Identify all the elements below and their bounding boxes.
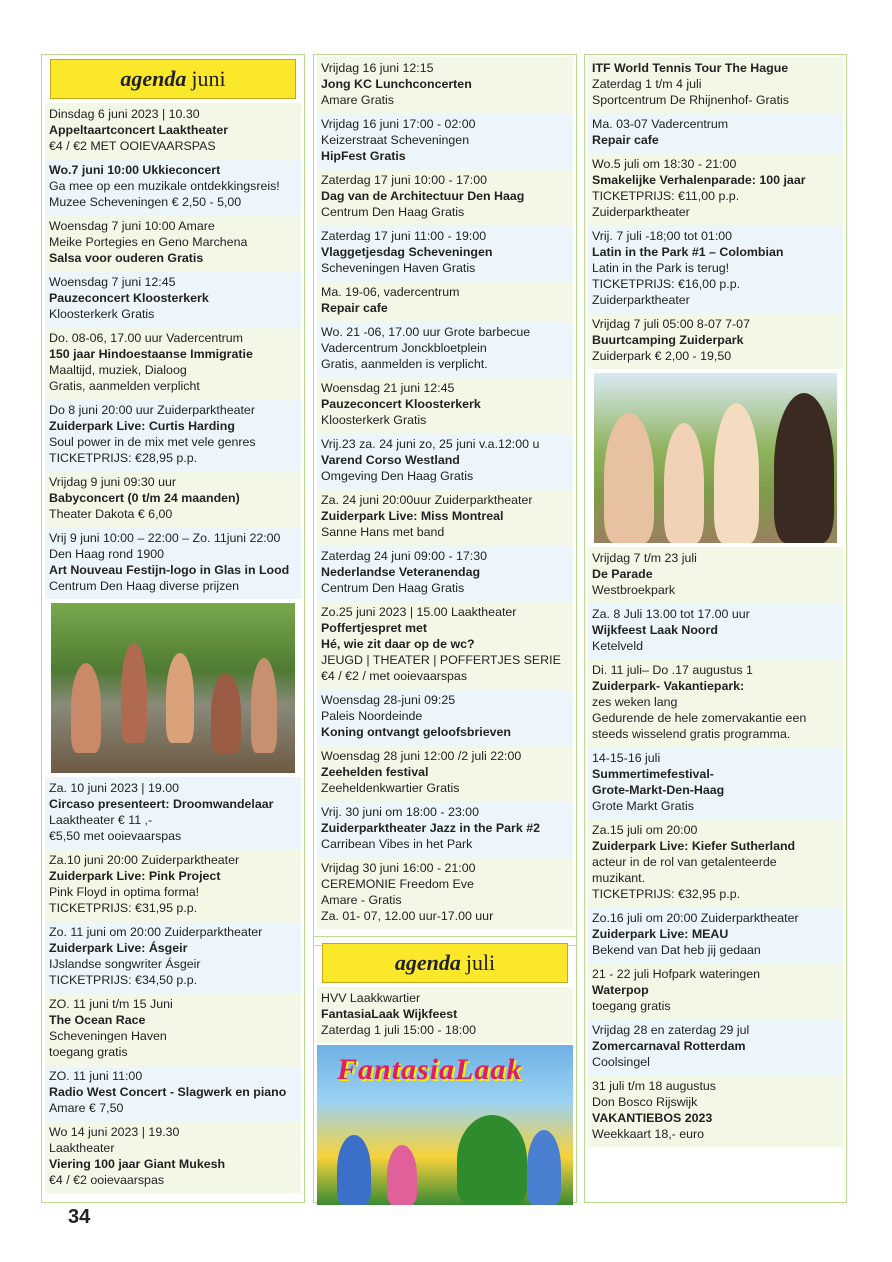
event-title: Zuiderpark Live: MEAU	[592, 927, 729, 941]
event-detail: JEUGD | THEATER | POFFERTJES SERIE	[321, 653, 561, 667]
agenda-item	[317, 745, 573, 801]
agenda-item	[317, 601, 573, 689]
agenda-item	[317, 225, 573, 281]
agenda-item	[588, 1075, 843, 1147]
event-detail: Westbroekpark	[592, 583, 676, 597]
event-detail: Woensdag 28 juni 12:00 /2 juli 22:00	[321, 749, 522, 763]
event-title: Zuiderparktheater Jazz in the Park #2	[321, 821, 540, 835]
event-title: Latin in the Park #1 – Colombian	[592, 245, 784, 259]
event-title: 150 jaar Hindoestaanse Immigratie	[49, 347, 253, 361]
event-detail: IJslandse songwriter Ásgeir	[49, 957, 201, 971]
event-title: Koning ontvangt geloofsbrieven	[321, 725, 511, 739]
event-detail: Paleis Noordeinde	[321, 709, 423, 723]
event-detail: €4 / €2 / met ooievaarspas	[321, 669, 468, 683]
event-detail: Den Haag rond 1900	[49, 547, 165, 561]
agenda-column-1	[41, 54, 305, 1203]
event-detail: Ma. 19-06, vadercentrum	[321, 285, 460, 299]
event-detail: Zaterdag 17 juni 10:00 - 17:00	[321, 173, 488, 187]
agenda-item	[45, 777, 301, 849]
event-detail: ZO. 11 juni 11:00	[49, 1069, 143, 1083]
event-detail: Zo.16 juli om 20:00 Zuiderparktheater	[592, 911, 799, 925]
event-detail: Sportcentrum De Rhijnenhof- Gratis	[592, 93, 789, 107]
agenda-item	[45, 271, 301, 327]
agenda-item	[45, 921, 301, 993]
event-title: Vlaggetjesdag Scheveningen	[321, 245, 493, 259]
event-list	[317, 57, 573, 929]
header-word-month: juni	[191, 66, 226, 91]
event-detail: Zuiderparktheater	[592, 293, 690, 307]
agenda-item	[45, 849, 301, 921]
event-detail: Za. 01- 07, 12.00 uur-17.00 uur	[321, 909, 494, 923]
event-detail: Vrij. 7 juli -18;00 tot 01:00	[592, 229, 733, 243]
event-title: Jong KC Lunchconcerten	[321, 77, 472, 91]
agenda-juli-header	[322, 943, 568, 983]
event-title: Zuiderpark Live: Curtis Harding	[49, 419, 235, 433]
fantasialaak-logo: FantasiaLaak	[337, 1053, 523, 1086]
event-title: Wo.7 juni 10:00 Ukkieconcert	[49, 163, 221, 177]
event-title: Varend Corso Westland	[321, 453, 460, 467]
header-word-agenda: agenda	[394, 950, 461, 975]
event-detail: Carribean Vibes in het Park	[321, 837, 473, 851]
agenda-item	[317, 113, 573, 169]
event-detail: Zaterdag 1 juli 15:00 - 18:00	[321, 1023, 476, 1037]
event-title: Repair cafe	[321, 301, 388, 315]
event-detail: Vadercentrum Jonckbloetplein	[321, 341, 487, 355]
agenda-item	[317, 689, 573, 745]
event-detail: toegang gratis	[49, 1045, 128, 1059]
agenda-item	[45, 159, 301, 215]
agenda-item	[588, 907, 843, 963]
event-detail: Dinsdag 6 juni 2023 | 10.30	[49, 107, 200, 121]
event-detail: Laaktheater	[49, 1141, 115, 1155]
event-detail: Keizerstraat Scheveningen	[321, 133, 470, 147]
event-detail: TICKETPRIJS: €28,95 p.p.	[49, 451, 198, 465]
event-title: Waterpop	[592, 983, 649, 997]
agenda-item	[588, 1019, 843, 1075]
event-detail: Centrum Den Haag Gratis	[321, 205, 465, 219]
event-detail: Wo.5 juli om 18:30 - 21:00	[592, 157, 737, 171]
event-detail: TICKETPRIJS: €32,95 p.p.	[592, 887, 741, 901]
event-detail: Woensdag 28-juni 09:25	[321, 693, 456, 707]
agenda-item	[588, 225, 843, 313]
event-detail: Bekend van Dat heb jij gedaan	[592, 943, 761, 957]
event-detail: TICKETPRIJS: €34,50 p.p.	[49, 973, 198, 987]
event-detail: Amare € 7,50	[49, 1101, 124, 1115]
event-title: Salsa voor ouderen Gratis	[49, 251, 204, 265]
event-title: Smakelijke Verhalenparade: 100 jaar	[592, 173, 806, 187]
agenda-item	[588, 57, 843, 113]
event-detail: Ma. 03-07 Vadercentrum	[592, 117, 729, 131]
event-detail: Gedurende de hele zomervakantie een	[592, 711, 807, 725]
agenda-item	[45, 471, 301, 527]
agenda-juni-header	[50, 59, 296, 99]
buurtcamping-photo	[594, 373, 837, 543]
event-detail: TICKETPRIJS: €16,00 p.p.	[592, 277, 741, 291]
event-detail: Weekkaart 18,- euro	[592, 1127, 705, 1141]
agenda-item	[317, 57, 573, 113]
event-detail: Woensdag 21 juni 12:45	[321, 381, 455, 395]
header-word-agenda: agenda	[120, 66, 187, 91]
event-detail: toegang gratis	[592, 999, 671, 1013]
agenda-item	[317, 545, 573, 601]
event-title: Viering 100 jaar Giant Mukesh	[49, 1157, 226, 1171]
event-detail: HVV Laakkwartier	[321, 991, 421, 1005]
event-detail: Kloosterkerk Gratis	[321, 413, 427, 427]
agenda-column-3	[584, 54, 847, 1203]
event-title: De Parade	[592, 567, 653, 581]
header-word-month: juli	[465, 950, 496, 975]
event-title: Pauzeconcert Kloosterkerk	[321, 397, 481, 411]
event-title: Buurtcamping Zuiderpark	[592, 333, 744, 347]
agenda-item	[588, 659, 843, 747]
event-detail: Omgeving Den Haag Gratis	[321, 469, 474, 483]
agenda-column-2	[313, 54, 577, 946]
event-title: HipFest Gratis	[321, 149, 406, 163]
agenda-item	[588, 313, 843, 369]
event-title: Wijkfeest Laak Noord	[592, 623, 718, 637]
event-detail: Za.10 juni 20:00 Zuiderparktheater	[49, 853, 240, 867]
event-title: Hé, wie zit daar op de wc?	[321, 637, 475, 651]
agenda-item	[45, 215, 301, 271]
event-detail: Do. 08-06, 17.00 uur Vadercentrum	[49, 331, 244, 345]
event-detail: Maaltijd, muziek, Dialoog	[49, 363, 187, 377]
event-detail: Muzee Scheveningen € 2,50 - 5,00	[49, 195, 242, 209]
event-detail: Za. 8 Juli 13.00 tot 17.00 uur	[592, 607, 750, 621]
agenda-item	[588, 113, 843, 153]
agenda-item	[317, 321, 573, 377]
event-detail: Zaterdag 24 juni 09:00 - 17:30	[321, 549, 488, 563]
agenda-item	[45, 1065, 301, 1121]
event-title: VAKANTIEBOS 2023	[592, 1111, 713, 1125]
event-detail: Centrum Den Haag diverse prijzen	[49, 579, 240, 593]
event-detail: Scheveningen Haven Gratis	[321, 261, 476, 275]
event-title: Art Nouveau Festijn-logo in Glas in Lood	[49, 563, 290, 577]
event-title: Grote-Markt-Den-Haag	[592, 783, 725, 797]
event-list	[45, 103, 301, 1193]
agenda-item	[45, 327, 301, 399]
event-detail: Gratis, aanmelden verplicht	[49, 379, 200, 393]
event-detail: Pink Floyd in optima forma!	[49, 885, 200, 899]
event-detail: €4 / €2 MET OOIEVAARSPAS	[49, 139, 216, 153]
event-detail: Vrijdag 28 en zaterdag 29 jul	[592, 1023, 750, 1037]
event-title: Pauzeconcert Kloosterkerk	[49, 291, 209, 305]
event-detail: 21 - 22 juli Hofpark wateringen	[592, 967, 761, 981]
event-detail: Zaterdag 17 juni 11:00 - 19:00	[321, 229, 487, 243]
event-detail: Di. 11 juli– Do .17 augustus 1	[592, 663, 753, 677]
event-detail: CEREMONIE Freedom Eve	[321, 877, 474, 891]
event-title: Dag van de Architectuur Den Haag	[321, 189, 525, 203]
event-detail: Sanne Hans met band	[321, 525, 445, 539]
event-detail: Vrijdag 7 juli 05:00 8-07 7-07	[592, 317, 750, 331]
event-title: Circaso presenteert: Droomwandelaar	[49, 797, 274, 811]
event-title: FantasiaLaak Wijkfeest	[321, 1007, 458, 1021]
event-detail: Vrijdag 30 juni 16:00 - 21:00	[321, 861, 476, 875]
event-title: Zeehelden festival	[321, 765, 429, 779]
event-detail: Wo 14 juni 2023 | 19.30	[49, 1125, 180, 1139]
event-detail: Zo. 11 juni om 20:00 Zuiderparktheater	[49, 925, 263, 939]
event-detail: Zuiderpark € 2,00 - 19,50	[592, 349, 732, 363]
event-detail: Vrijdag 16 juni 17:00 - 02:00	[321, 117, 476, 131]
event-detail: Vrijdag 16 juni 12:15	[321, 61, 434, 75]
agenda-item	[317, 857, 573, 929]
event-title: Nederlandse Veteranendag	[321, 565, 481, 579]
agenda-item	[588, 963, 843, 1019]
event-title: Radio West Concert - Slagwerk en piano	[49, 1085, 287, 1099]
agenda-item	[588, 153, 843, 225]
event-title: Zomercarnaval Rotterdam	[592, 1039, 746, 1053]
event-detail: Grote Markt Gratis	[592, 799, 694, 813]
event-detail: 14-15-16 juli	[592, 751, 661, 765]
event-detail: €5,50 met ooievaarspas	[49, 829, 182, 843]
event-detail: Laaktheater € 11 ,-	[49, 813, 153, 827]
agenda-item	[588, 547, 843, 603]
event-title: Poffertjespret met	[321, 621, 428, 635]
event-detail: Woensdag 7 juni 12:45	[49, 275, 176, 289]
event-detail: Zaterdag 1 t/m 4 juli	[592, 77, 702, 91]
event-detail: Vrij.23 za. 24 juni zo, 25 juni v.a.12:00 u	[321, 437, 540, 451]
agenda-item	[317, 433, 573, 489]
art-nouveau-photo	[51, 603, 295, 773]
event-list	[588, 57, 843, 1147]
event-detail: Meike Portegies en Geno Marchena	[49, 235, 248, 249]
agenda-item	[317, 987, 573, 1043]
agenda-item	[317, 281, 573, 321]
event-detail: steeds wisselend gratis programma.	[592, 727, 791, 741]
event-title: Zuiderpark Live: Miss Montreal	[321, 509, 504, 523]
event-detail: Woensdag 7 juni 10:00 Amare	[49, 219, 215, 233]
page-number: 34	[68, 1206, 91, 1228]
agenda-item	[45, 993, 301, 1065]
event-title: Zuiderpark Live: Kiefer Sutherland	[592, 839, 796, 853]
agenda-item	[45, 399, 301, 471]
event-detail: acteur in de rol van getalenteerde	[592, 855, 777, 869]
event-detail: Vrij 9 juni 10:00 – 22:00 – Zo. 11juni 22:00	[49, 531, 281, 545]
event-detail: Kloosterkerk Gratis	[49, 307, 155, 321]
agenda-item	[588, 747, 843, 819]
event-detail: Wo. 21 -06, 17.00 uur Grote barbecue	[321, 325, 531, 339]
agenda-item	[45, 527, 301, 599]
event-detail: Centrum Den Haag Gratis	[321, 581, 465, 595]
event-title: Zuiderpark Live: Pink Project	[49, 869, 221, 883]
event-title: Repair cafe	[592, 133, 659, 147]
fantasialaak-poster	[317, 1045, 573, 1205]
event-detail: Zo.25 juni 2023 | 15.00 Laaktheater	[321, 605, 517, 619]
event-detail: Ketelveld	[592, 639, 643, 653]
event-detail: Latin in the Park is terug!	[592, 261, 730, 275]
event-detail: muzikant.	[592, 871, 646, 885]
event-title: Summertimefestival-	[592, 767, 714, 781]
event-detail: Za. 24 juni 20:00uur Zuiderparktheater	[321, 493, 533, 507]
event-detail: Do 8 juni 20:00 uur Zuiderparktheater	[49, 403, 255, 417]
event-detail: Amare - Gratis	[321, 893, 402, 907]
event-detail: Amare Gratis	[321, 93, 394, 107]
agenda-item	[588, 603, 843, 659]
event-detail: Soul power in de mix met vele genres	[49, 435, 256, 449]
event-title: The Ocean Race	[49, 1013, 146, 1027]
event-detail: Zuiderparktheater	[592, 205, 690, 219]
event-detail: Za.15 juli om 20:00	[592, 823, 698, 837]
event-detail: Scheveningen Haven	[49, 1029, 167, 1043]
event-detail: €4 / €2 ooievaarspas	[49, 1173, 165, 1187]
event-detail: ZO. 11 juni t/m 15 Juni	[49, 997, 173, 1011]
agenda-item	[317, 377, 573, 433]
event-detail: Theater Dakota € 6,00	[49, 507, 173, 521]
event-detail: 31 juli t/m 18 augustus	[592, 1079, 716, 1093]
agenda-item	[588, 819, 843, 907]
event-detail: Ga mee op een muzikale ontdekkingsreis!	[49, 179, 280, 193]
agenda-item	[45, 1121, 301, 1193]
agenda-item	[317, 169, 573, 225]
event-detail: Zeeheldenkwartier Gratis	[321, 781, 460, 795]
event-detail: Vrij. 30 juni om 18:00 - 23:00	[321, 805, 479, 819]
event-title: Zuiderpark Live: Ásgeir	[49, 941, 188, 955]
event-title: ITF World Tennis Tour The Hague	[592, 61, 789, 75]
agenda-item	[45, 103, 301, 159]
event-detail: Vrijdag 7 t/m 23 juli	[592, 551, 697, 565]
event-detail: TICKETPRIJS: €31,95 p.p.	[49, 901, 198, 915]
event-detail: Za. 10 juni 2023 | 19.00	[49, 781, 179, 795]
agenda-item	[317, 801, 573, 857]
event-title: Zuiderpark- Vakantiepark:	[592, 679, 745, 693]
event-detail: TICKETPRIJS: €11,00 p.p.	[592, 189, 740, 203]
event-detail: Gratis, aanmelden is verplicht.	[321, 357, 488, 371]
event-detail: zes weken lang	[592, 695, 678, 709]
agenda-item	[317, 489, 573, 545]
event-list	[317, 987, 573, 1043]
event-title: Appeltaartconcert Laaktheater	[49, 123, 229, 137]
event-detail: Vrijdag 9 juni 09:30 uur	[49, 475, 176, 489]
event-title: Babyconcert (0 t/m 24 maanden)	[49, 491, 240, 505]
agenda-column-2-juli	[313, 936, 577, 1203]
event-detail: Coolsingel	[592, 1055, 650, 1069]
event-detail: Don Bosco Rijswijk	[592, 1095, 698, 1109]
